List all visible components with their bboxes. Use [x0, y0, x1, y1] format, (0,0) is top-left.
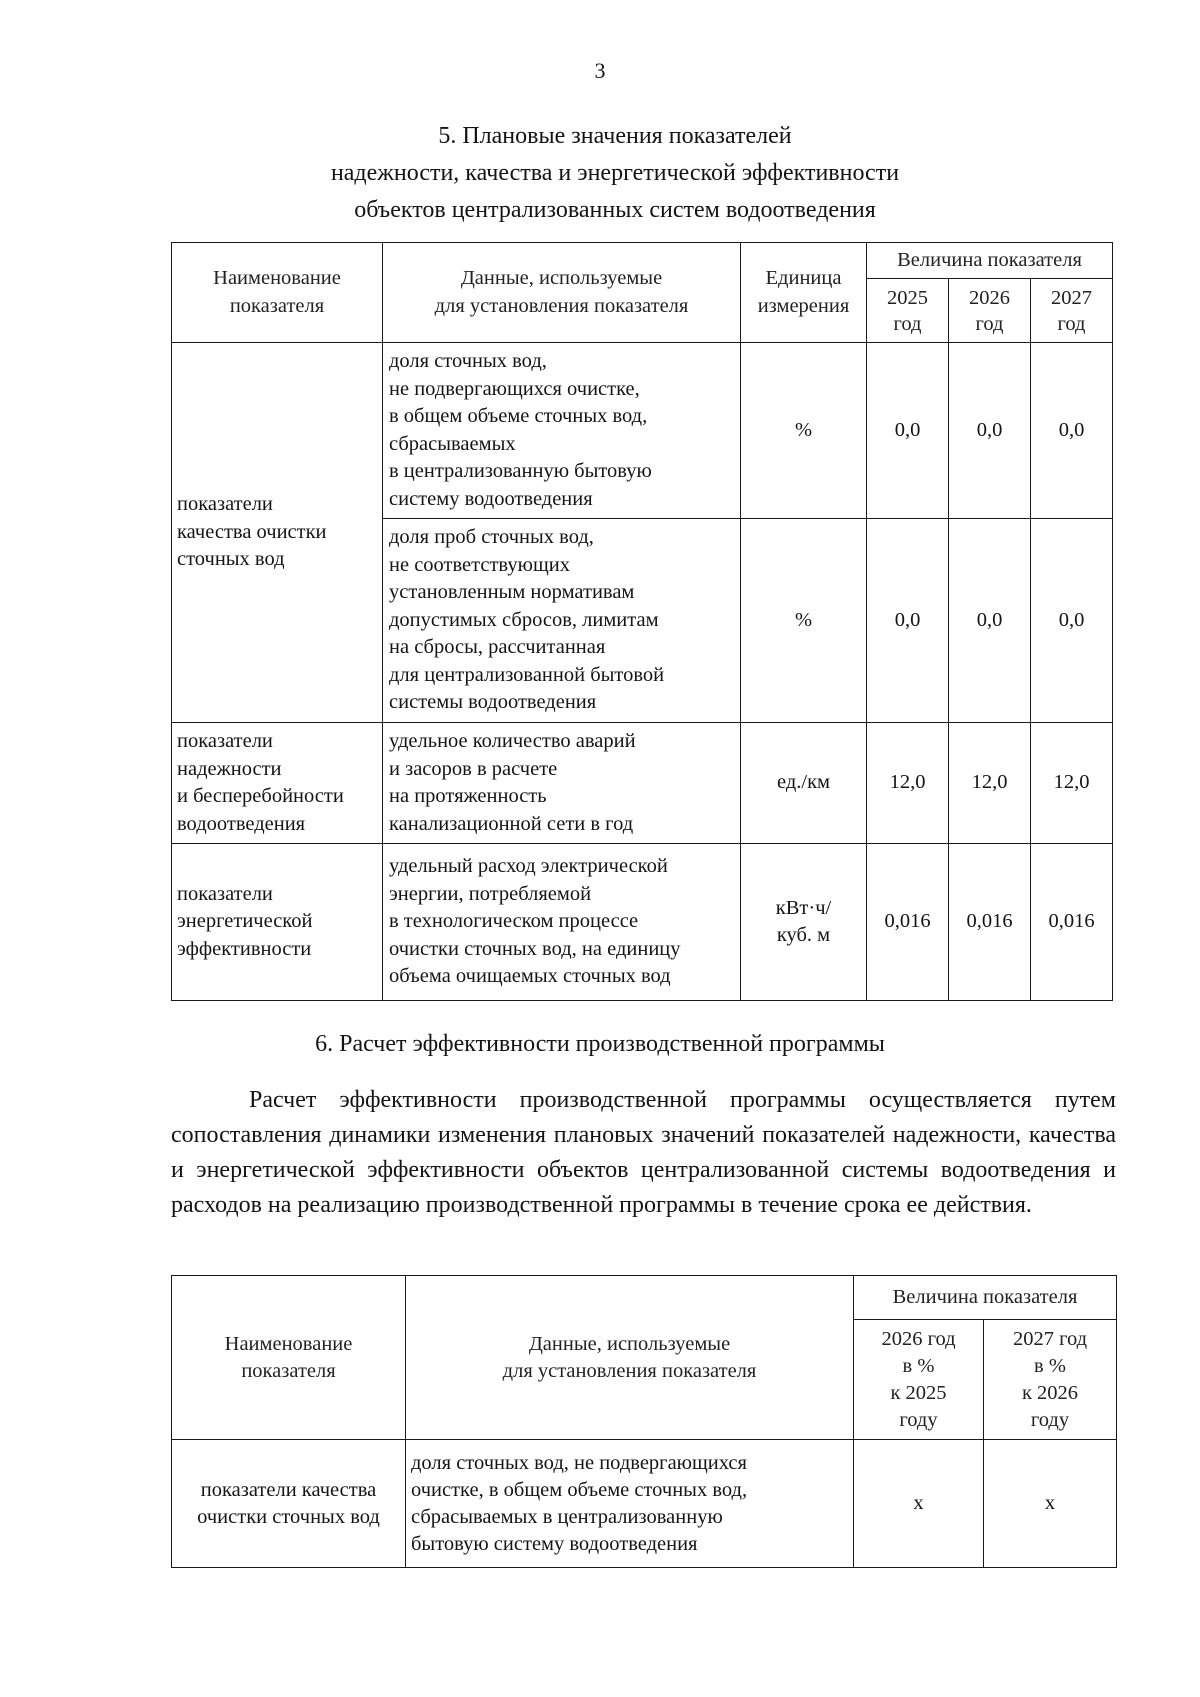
text-line: год: [893, 312, 922, 335]
header-data-used: [383, 243, 741, 343]
text-line: к 2025: [890, 1381, 947, 1404]
text-line: удельное количество аварий: [389, 730, 636, 752]
data-description-cell: [383, 519, 741, 723]
text-line: и засоров в расчете: [389, 757, 558, 780]
text-line: объема очищаемых сточных вод: [389, 965, 671, 988]
data-description-cell: [383, 844, 741, 1001]
table-row: [172, 723, 1113, 844]
text-line: доля проб сточных вод,: [389, 526, 594, 549]
text-line: очистке, в общем объеме сточных вод,: [411, 1478, 748, 1501]
header-indicator-name: [172, 1276, 406, 1440]
section-6-title: 6. Расчет эффективности производственной программы: [315, 1031, 885, 1057]
value-2025-cell: 0,016: [867, 844, 949, 1001]
unit-cell: [741, 343, 867, 519]
planned-indicators-table: [171, 242, 1113, 1001]
text-line: на протяженность: [389, 785, 547, 807]
text-line: систему водоотведения: [389, 487, 593, 510]
value-2026-cell: 12,0: [949, 723, 1031, 844]
text-line: для установления показателя: [502, 1359, 757, 1382]
text-line: 2027: [1051, 286, 1092, 309]
unit-cell: [741, 844, 867, 1001]
text-line: куб. м: [776, 924, 831, 946]
text-line: 2025: [887, 286, 928, 309]
text-line: очистки сточных вод, на единицу: [389, 937, 681, 960]
text-line: год: [975, 312, 1004, 335]
text-line: системы водоотведения: [389, 691, 597, 714]
text-line: показателя: [229, 294, 325, 317]
efficiency-calculation-table: [171, 1275, 1117, 1568]
indicator-name-cell: [172, 343, 383, 723]
text-line: %: [794, 608, 813, 631]
unit-cell: [741, 723, 867, 844]
text-line: %: [794, 418, 813, 441]
text-line: в %: [1034, 1354, 1066, 1377]
table-row: [172, 343, 1113, 519]
title-line: надежности, качества и энергетической эффективности: [330, 160, 900, 186]
text-line: измерения: [757, 294, 850, 317]
indicator-name-cell: [172, 844, 383, 1001]
indicator-name-cell: [172, 1440, 406, 1568]
text-line: году: [899, 1408, 938, 1431]
text-line: показатели: [177, 730, 273, 752]
text-line: 2027 год: [1012, 1327, 1088, 1350]
text-line: для централизованной бытовой: [389, 663, 665, 686]
text-line: 2026 год: [881, 1327, 956, 1350]
text-line: энергии, потребляемой: [389, 882, 592, 905]
text-line: для установления показателя: [434, 294, 689, 317]
header-unit: [741, 243, 867, 343]
text-line: на сбросы, рассчитанная: [389, 636, 606, 659]
text-line: доля сточных вод,: [389, 350, 547, 372]
data-description-cell: [406, 1440, 854, 1568]
text-line: ед./км: [776, 771, 830, 794]
title-line: объектов централизованных систем водоотведения: [354, 197, 876, 223]
text-line: сточных вод: [177, 548, 285, 571]
text-line: не подвергающихся очистке,: [389, 377, 640, 400]
text-line: Единица: [765, 267, 842, 289]
text-line: и бесперебойности: [177, 785, 344, 807]
value-2025-cell: 0,0: [867, 343, 949, 519]
table-row: [172, 1440, 1117, 1568]
indicator-name-cell: [172, 723, 383, 844]
text-line: в централизованную бытовую: [389, 460, 652, 482]
header-year-2025: [867, 279, 949, 343]
text-line: кВт·ч/: [775, 896, 832, 919]
value-2026-cell: х: [854, 1440, 984, 1568]
section-6-paragraph: Расчет эффективности производственной программы осуществляется путем сопоставления динамики изменения плановых значений показателей надежности, качества и энергетической эффективности объектов централизованной системы водоотведения и расходов на реализацию производственной программы в течение срока ее действия.: [171, 1087, 1116, 1218]
text-line: показатели: [177, 882, 273, 905]
text-line: допустимых сбросов, лимитам: [389, 608, 659, 631]
text-line: надежности: [177, 757, 282, 780]
page-number: 3: [594, 58, 606, 83]
value-2026-cell: 0,0: [949, 343, 1031, 519]
data-description-cell: [383, 723, 741, 844]
text-line: в общем объеме сточных вод,: [389, 405, 648, 427]
text-line: год: [1057, 312, 1086, 335]
data-description-cell: [383, 343, 741, 519]
text-line: в технологическом процессе: [389, 910, 639, 933]
text-line: канализационной сети в год: [389, 812, 634, 835]
text-line: эффективности: [177, 937, 312, 960]
value-2027-cell: 0,016: [1031, 844, 1113, 1001]
text-line: сбрасываемых в централизованную: [411, 1505, 723, 1528]
value-2027-cell: 12,0: [1031, 723, 1113, 844]
header-data-used: [406, 1276, 854, 1440]
header-year-2026: [949, 279, 1031, 343]
header-year-2027: [1031, 279, 1113, 343]
table-row: [172, 844, 1113, 1001]
text-line: к 2026: [1021, 1381, 1079, 1404]
text-line: показателя: [241, 1359, 336, 1382]
section-5-title: [250, 118, 980, 229]
value-2027-cell: 0,0: [1031, 519, 1113, 723]
text-line: Данные, используемые: [460, 267, 663, 289]
text-line: качества очистки: [177, 520, 327, 543]
value-2027-cell: 0,0: [1031, 343, 1113, 519]
header-period-2027: [984, 1320, 1117, 1440]
header-period-2026: [854, 1320, 984, 1440]
value-2025-cell: 12,0: [867, 723, 949, 844]
text-line: Данные, используемые: [528, 1332, 731, 1355]
header-value-group: Величина показателя: [854, 1276, 1117, 1320]
text-line: установленным нормативам: [389, 581, 635, 604]
text-line: 2026: [969, 286, 1010, 309]
text-line: Наименование: [224, 1332, 353, 1355]
text-line: Наименование: [213, 267, 341, 289]
text-line: в %: [902, 1354, 935, 1377]
text-line: году: [1030, 1408, 1070, 1431]
value-2026-cell: 0,016: [949, 844, 1031, 1001]
text-line: показатели: [177, 493, 273, 516]
value-2025-cell: 0,0: [867, 519, 949, 723]
text-line: энергетической: [177, 910, 313, 933]
unit-cell: [741, 519, 867, 723]
header-indicator-name: [172, 243, 383, 343]
value-2026-cell: 0,0: [949, 519, 1031, 723]
text-line: очистки сточных вод: [197, 1505, 380, 1528]
text-line: водоотведения: [177, 812, 306, 835]
header-value-group: Величина показателя: [867, 243, 1113, 279]
text-line: удельный расход электрической: [389, 855, 668, 878]
text-line: показатели качества: [200, 1478, 377, 1501]
text-line: не соответствующих: [389, 553, 570, 576]
value-2027-cell: х: [984, 1440, 1117, 1568]
text-line: бытовую систему водоотведения: [411, 1532, 698, 1555]
text-line: доля сточных вод, не подвергающихся: [411, 1451, 747, 1474]
title-line: 5. Плановые значения показателей: [438, 123, 792, 149]
text-line: сбрасываемых: [389, 432, 516, 455]
